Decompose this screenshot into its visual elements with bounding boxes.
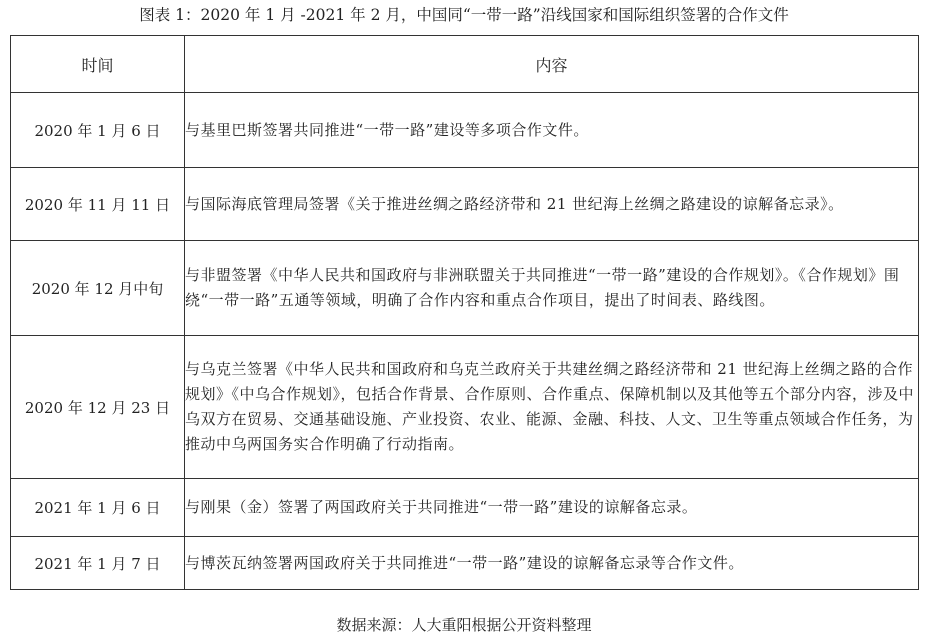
header-time: 时间 bbox=[11, 36, 185, 93]
table-caption: 图表 1：2020 年 1 月 -2021 年 2 月，中国同“一带一路”沿线国家和国际组织签署的合作文件 bbox=[139, 6, 789, 24]
table-row bbox=[11, 479, 919, 537]
content-cell: 与刚果（金）签署了两国政府关于共同推进“一带一路”建设的谅解备忘录。 bbox=[185, 479, 919, 537]
content-cell: 与非盟签署《中华人民共和国政府与非洲联盟关于共同推进“一带一路”建设的合作规划》。《合作规划》围绕“一带一路”五通等领域，明确了合作内容和重点合作项目，提出了时间表、路线图。 bbox=[185, 241, 919, 336]
header-content: 内容 bbox=[185, 36, 919, 93]
content-cell: 与博茨瓦纳签署两国政府关于共同推进“一带一路”建设的谅解备忘录等合作文件。 bbox=[185, 537, 919, 590]
data-source-note: 数据来源：人大重阳根据公开资料整理 bbox=[336, 616, 592, 634]
time-cell: 2020 年 12 月 23 日 bbox=[11, 336, 185, 479]
time-cell: 2021 年 1 月 6 日 bbox=[11, 479, 185, 537]
content-cell: 与乌克兰签署《中华人民共和国政府和乌克兰政府关于共建丝绸之路经济带和 21 世纪海上丝绸之路的合作规划》《中乌合作规划》，包括合作背景、合作原则、合作重点、保障机制以及其他等五个部分内容，涉及中乌双方在贸易、交通基础设施、产业投资、农业、能源、金融、科技、人文、卫生等重点领域合作任务，为推动中乌两国务实合作明确了行动指南。 bbox=[185, 336, 919, 479]
time-cell: 2020 年 11 月 11 日 bbox=[11, 168, 185, 241]
table-row bbox=[11, 241, 919, 336]
cooperation-documents-table bbox=[10, 35, 919, 590]
content-cell: 与基里巴斯签署共同推进“一带一路”建设等多项合作文件。 bbox=[185, 93, 919, 168]
table-row bbox=[11, 168, 919, 241]
time-cell: 2020 年 12 月中旬 bbox=[11, 241, 185, 336]
table-header-row bbox=[11, 36, 919, 93]
time-cell: 2020 年 1 月 6 日 bbox=[11, 93, 185, 168]
content-cell: 与国际海底管理局签署《关于推进丝绸之路经济带和 21 世纪海上丝绸之路建设的谅解备忘录》。 bbox=[185, 168, 919, 241]
time-cell: 2021 年 1 月 7 日 bbox=[11, 537, 185, 590]
table-row bbox=[11, 93, 919, 168]
table-row bbox=[11, 336, 919, 479]
table-row bbox=[11, 537, 919, 590]
